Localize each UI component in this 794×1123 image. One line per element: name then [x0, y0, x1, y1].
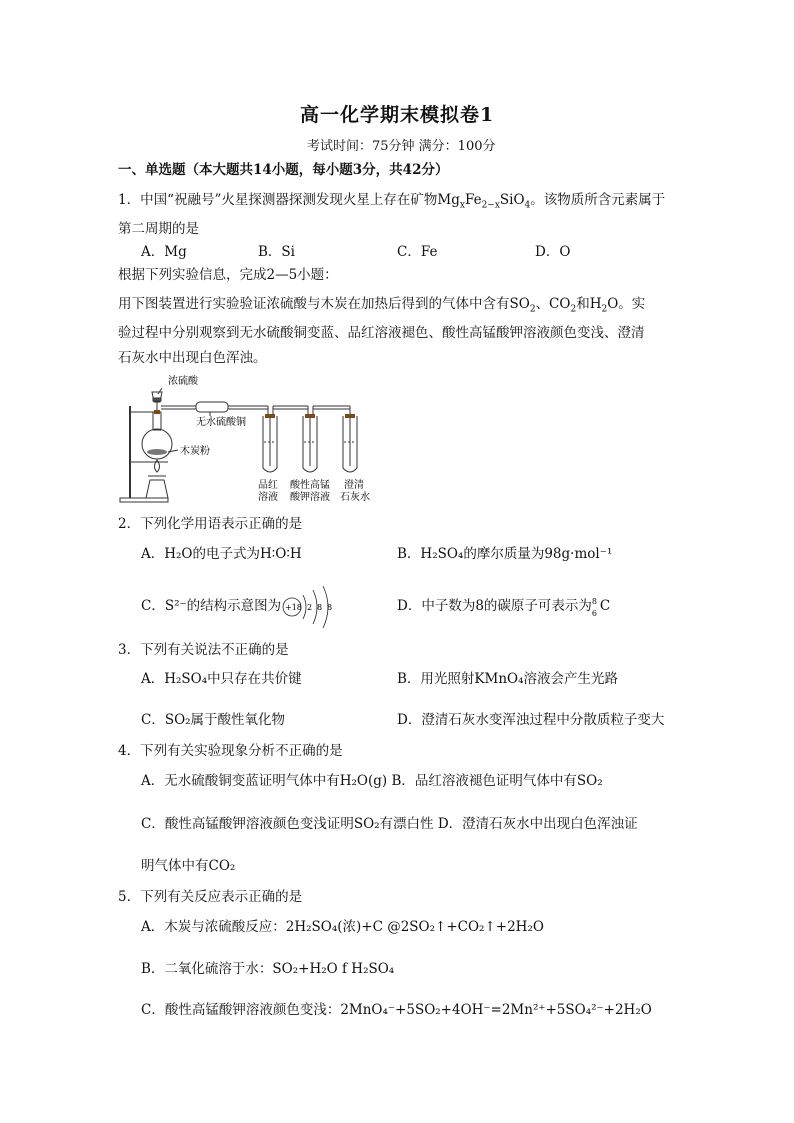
q4-option-d-cont[interactable]: 明气体中有CO₂	[141, 858, 236, 874]
q2-option-b[interactable]: B．H₂SO₄的摩尔质量为98g·mol⁻¹	[397, 546, 613, 562]
label-tube1-l2: 溶液	[258, 492, 278, 503]
stopper-3	[345, 414, 355, 418]
label-tube2-l1: 酸性高锰	[290, 480, 330, 491]
stopper-2	[305, 414, 315, 418]
svg-text:+18: +18	[285, 603, 302, 612]
flask-neck	[153, 412, 161, 430]
tube-2	[228, 406, 268, 409]
question-5-stem: 5．下列有关反应表示正确的是	[118, 889, 303, 905]
section-heading: 一、单选题（本大题共14小题，每小题3分，共42分）	[118, 162, 449, 178]
q2-option-d[interactable]: D．中子数为8的碳原子可表示为 8 6 C	[397, 596, 611, 618]
q3-option-c[interactable]: C．SO₂属于酸性氧化物	[141, 712, 286, 728]
exam-info: 考试时间：75分钟 满分：100分	[307, 139, 496, 154]
question-1-stem-cont: 第二周期的是	[118, 221, 199, 237]
svg-text:8: 8	[327, 603, 333, 612]
q4-option-cd[interactable]: C．酸性高锰酸钾溶液颜色变浅证明SO₂有漂白性 D．澄清石灰水中出现白色浑浊证	[141, 816, 638, 832]
intro-line-4: 石灰水中出现白色浑浊。	[118, 350, 267, 366]
q3-option-b[interactable]: B．用光照射KMnO₄溶液会产生光路	[397, 671, 619, 687]
intro-line-1: 根据下列实验信息，完成2—5小题：	[118, 267, 338, 283]
q1-option-d[interactable]: D．O	[535, 244, 571, 260]
page-title: 高一化学期末模拟卷1	[300, 104, 495, 126]
label-tube3-l2: 石灰水	[340, 492, 370, 503]
label-tube2-l2: 酸钾溶液	[290, 492, 330, 503]
stand-base	[120, 498, 168, 502]
q5-option-c[interactable]: C．酸性高锰酸钾溶液颜色变浅：2MnO₄⁻+5SO₂+4OH⁻=2Mn²⁺+5SO₄²⁻+2H₂O	[141, 1002, 652, 1018]
funnel-stopcock	[153, 398, 161, 401]
apparatus-diagram	[118, 372, 386, 504]
intro-line-3: 验过程中分别观察到无水硫酸铜变蓝、品红溶液褪色、酸性高锰酸钾溶液颜色变浅、澄清	[118, 325, 645, 341]
intro-line-2: 用下图装置进行实验验证浓硫酸与木炭在加热后得到的气体中含有$SO_2$、$CO_2$和$H_2O$。实	[118, 296, 646, 315]
stopper-flask	[154, 410, 160, 414]
sulfide-structure-diagram	[281, 582, 337, 632]
label-tube1-l1: 品红	[258, 480, 278, 491]
carbon-powder	[147, 449, 167, 455]
q1-option-c[interactable]: C．Fe	[397, 244, 438, 260]
q5-option-a[interactable]: A．木炭与浓硫酸反应：2H₂SO₄(浓)+C @2SO₂↑+CO₂↑+2H₂O	[141, 919, 544, 935]
drying-tube	[196, 402, 228, 412]
q4-option-ab[interactable]: A．无水硫酸铜变蓝证明气体中有H₂O(g) B．品红溶液褪色证明气体中有SO₂	[141, 773, 603, 789]
burner	[146, 480, 168, 498]
label-carbon: 木炭粉	[180, 446, 210, 457]
svg-text:2: 2	[307, 603, 313, 612]
q2-option-a[interactable]: A．H₂O的电子式为H∶O∶H	[141, 546, 302, 562]
question-3-stem: 3．下列有关说法不正确的是	[118, 642, 289, 658]
q2-option-c[interactable]: C．S²⁻的结构示意图为	[141, 598, 282, 614]
question-2-stem: 2．下列化学用语表示正确的是	[118, 516, 303, 532]
q5-option-b[interactable]: B．二氧化硫溶于水：SO₂+H₂O f H₂SO₄	[141, 961, 395, 977]
question-1-stem: 1．中国“祝融号”火星探测器探测发现火星上存在矿物$Mg_xFe_{2-x}SiO_4$。该物质所含元素属于	[118, 192, 666, 211]
label-tube3-l1: 澄清	[344, 480, 364, 491]
q3-option-a[interactable]: A．H₂SO₄中只存在共价键	[141, 671, 302, 687]
q3-option-d[interactable]: D．澄清石灰水变浑浊过程中分散质粒子变大	[397, 712, 665, 728]
svg-text:8: 8	[317, 603, 323, 612]
stopper-1	[265, 414, 275, 418]
q1-option-b[interactable]: B．Si	[258, 244, 295, 260]
question-4-stem: 4．下列有关实验现象分析不正确的是	[118, 743, 343, 759]
label-acid: 浓硫酸	[168, 376, 198, 387]
q1-option-a[interactable]: A．Mg	[141, 244, 187, 260]
label-cuso4: 无水硫酸铜	[196, 417, 246, 428]
